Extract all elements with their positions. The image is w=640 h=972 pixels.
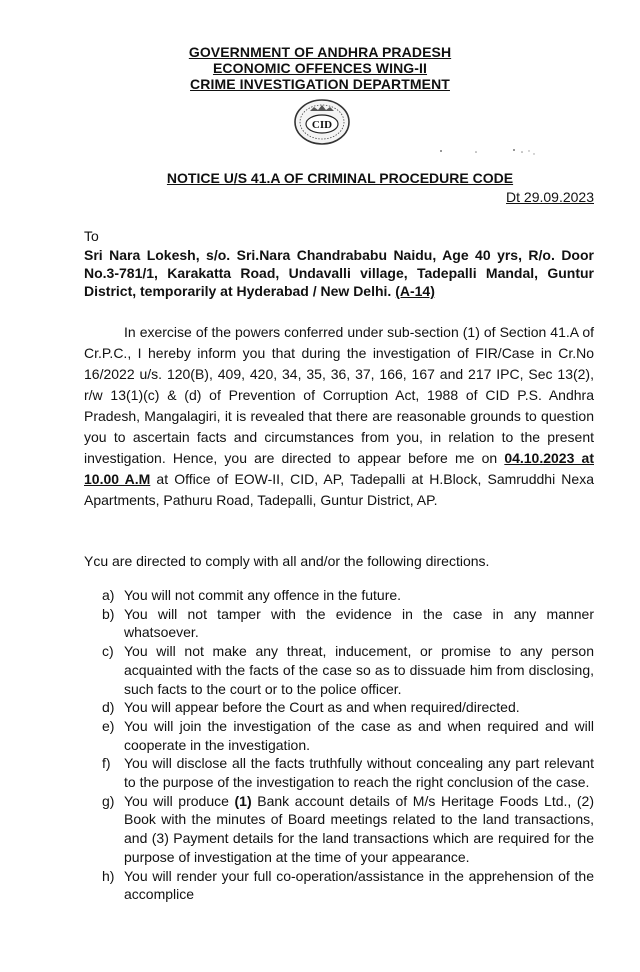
direction-item — [102, 867, 594, 904]
direction-item — [102, 754, 594, 791]
direction-item — [102, 586, 594, 605]
direction-text: You will not tamper with the evidence in the case in any manner whatsoever. — [124, 605, 594, 641]
notice-body — [84, 322, 594, 511]
direction-text: You will appear before the Court as and when required/directed. — [124, 699, 520, 716]
letterhead-government: GOVERNMENT OF ANDHRA PRADESH — [188, 44, 452, 60]
direction-item — [102, 698, 594, 717]
direction-marker: c) — [102, 643, 114, 660]
direction-text: You will join the investigation of the case as and when required and will cooperate in the investigation. — [124, 717, 594, 753]
to-label: To — [84, 228, 99, 244]
direction-item — [102, 792, 594, 867]
direction-text: You will produce — [124, 792, 235, 809]
seal-text: CID — [311, 119, 333, 131]
direction-text: You will not commit any offence in the future. — [124, 587, 402, 603]
direction-marker: b) — [102, 605, 115, 622]
direction-marker: h) — [102, 867, 115, 884]
cid-seal-icon — [292, 97, 352, 147]
direction-marker: d) — [102, 699, 115, 716]
appointment-datetime: 04.10.2023 at 10.00 A.M — [84, 450, 594, 487]
directions-list — [102, 586, 594, 904]
direction-marker: f) — [102, 755, 111, 772]
direction-item — [102, 642, 594, 698]
direction-marker: g) — [102, 792, 115, 809]
notice-title: NOTICE U/S 41.A OF CRIMINAL PROCEDURE CODE — [166, 170, 514, 186]
direction-item — [102, 717, 594, 754]
letterhead-wing: ECONOMIC OFFENCES WING-II — [212, 60, 428, 76]
body-part-2: at Office of EOW-II, CID, AP, Tadepalli at H.Block, Samruddhi Nexa Apartments, Pathuru Road, Tadepalli, Guntur District, AP. — [84, 471, 594, 508]
letterhead-department: CRIME INVESTIGATION DEPARTMENT — [190, 76, 450, 92]
addressee-text: Sri Nara Lokesh, s/o. Sri.Nara Chandrababu Naidu, Age 40 yrs, R/o. Door No.3-781/1, Karakatta Road, Undavalli village, Tadepalli Mandal, Guntur District, temporarily at Hyderabad / New Delhi. — [84, 247, 594, 299]
scan-specks — [436, 146, 546, 158]
direction-item — [102, 605, 594, 642]
direction-text: You will render your full co-operation/assistance in the apprehension of the accomplice — [124, 867, 594, 903]
direction-text: You will disclose all the facts truthfully without concealing any part relevant to the purpose of the investigation to reach the right conclusion of the case. — [124, 755, 594, 791]
direction-text: Bank account details of M/s Heritage Foods Ltd., (2) Book with the minutes of Board meetings related to the land transactions, and (3) Payment details for the land transactions which are required for the purpose of investigation at the time of your appearance. — [124, 792, 595, 865]
direction-text: You will not make any threat, inducement, or promise to any person acquainted with the facts of the case so as to dissuade him from disclosing, such facts to the court or to the police officer. — [124, 643, 594, 697]
direction-marker: a) — [102, 587, 115, 603]
direction-number: (1) — [234, 792, 252, 809]
accused-tag: (A-14) — [395, 283, 435, 299]
direction-marker: e) — [102, 717, 115, 734]
body-part-1: In exercise of the powers conferred under sub-section (1) of Section 41.A of Cr.P.C., I hereby inform you that during the investigation of FIR/Case in Cr.No 16/2022 u/s. 120(B), 409, 420, 34, 35, 36, 37, 166, 167 and 217 IPC, Sec 13(2), r/w 13(1)(c) & (d) of Prevention of Corruption Act, 1988 of CID P.S. Andhra Pradesh, Mangalagiri, it is revealed that there are reasonable grounds to question you to ascertain facts and circumstances from you, in relation to the present investigation. Hence, you are directed to appear before me on — [84, 324, 594, 466]
addressee-block — [84, 246, 594, 300]
notice-date: Dt 29.09.2023 — [506, 189, 594, 205]
comply-intro: Ycu are directed to comply with all and/or the following directions. — [84, 553, 490, 569]
letterhead — [0, 44, 640, 92]
